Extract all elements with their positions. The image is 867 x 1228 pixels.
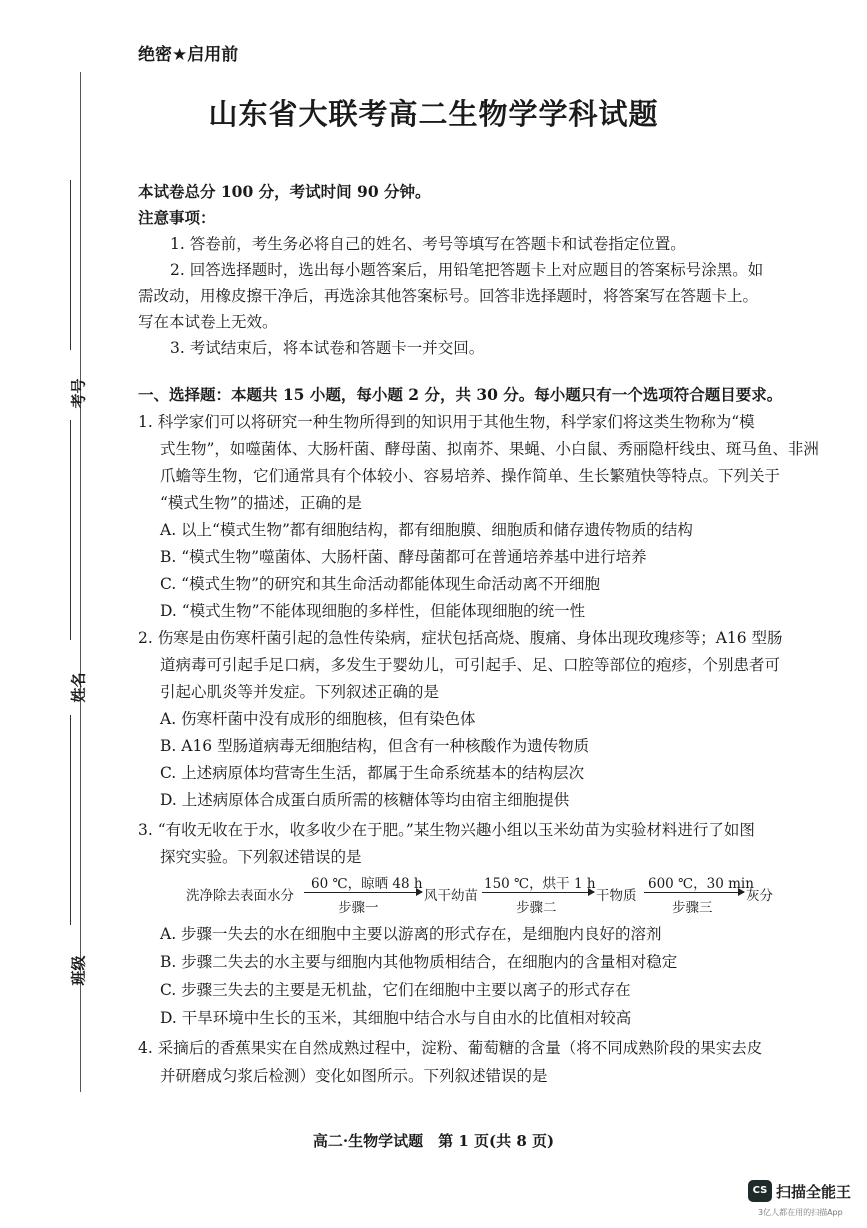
q3-option-b: B. 步骤二失去的水主要与细胞内其他物质相结合，在细胞内的含量相对稳定 [160, 953, 678, 971]
q2-option-c: C. 上述病原体均营寄生生活，都属于生命系统基本的结构层次 [160, 764, 585, 782]
page-title: 山东省大联考高二生物学学科试题 [208, 97, 659, 131]
q1-stem-4: “模式生物”的描述，正确的是 [160, 494, 362, 512]
process-diagram [186, 872, 786, 918]
q1-stem: 1. 科学家们可以将研究一种生物所得到的知识用于其他生物，科学家们将这类生物称为“模 [138, 413, 755, 431]
note-2: 2. 回答选择题时，选出每小题答案后，用铅笔把答题卡上对应题目的答案标号涂黑。如 [170, 261, 764, 279]
diagram-condition-1: 60 ℃，晾晒 48 h [311, 876, 423, 892]
diagram-step-2: 步骤二 [516, 900, 557, 916]
diagram-condition-2: 150 ℃，烘干 1 h [484, 876, 596, 892]
scanner-watermark [748, 1180, 858, 1220]
q2-option-b: B. A16 型肠道病毒无细胞结构，但含有一种核酸作为遗传物质 [160, 737, 590, 755]
q3-stem: 3. “有收无收在于水，收多收少在于肥。”某生物兴趣小组以玉米幼苗为实验材料进行了如图 [138, 821, 755, 839]
section-heading: 一、选择题：本题共 15 小题，每小题 2 分，共 30 分。每小题只有一个选项符合题目要求。 [138, 385, 783, 404]
q2-option-a: A. 伤寒杆菌中没有成形的细胞核，但有染色体 [160, 710, 476, 728]
q2-stem: 2. 伤寒是由伤寒杆菌引起的急性传染病，症状包括高烧、腹痛、身体出现玫瑰疹等；A16 型肠 [138, 629, 783, 647]
exam-no-blank-lower [70, 420, 71, 640]
diagram-node-1: 风干幼苗 [424, 888, 478, 904]
diagram-step-1: 步骤一 [338, 900, 379, 916]
diagram-step-3: 步骤三 [672, 900, 713, 916]
q3-option-d: D. 干旱环境中生长的玉米，其细胞中结合水与自由水的比值相对较高 [160, 1009, 632, 1027]
scanner-logo-icon: CS [748, 1180, 772, 1202]
notes-title: 注意事项： [138, 208, 216, 227]
exam-info: 本试卷总分 100 分，考试时间 90 分钟。 [138, 182, 431, 201]
q3-option-a: A. 步骤一失去的水在细胞中主要以游离的形式存在，是细胞内良好的溶剂 [160, 925, 662, 943]
diagram-start: 洗净除去表面水分 [186, 888, 294, 904]
q1-stem-2: 式生物”，如噬菌体、大肠杆菌、酵母菌、拟南芥、果蝇、小白鼠、秀丽隐杆线虫、斑马鱼、非洲 [160, 440, 819, 458]
q3-option-c: C. 步骤三失去的主要是无机盐，它们在细胞中主要以离子的形式存在 [160, 981, 631, 999]
q3-stem-2: 探究实验。下列叙述错误的是 [160, 848, 362, 866]
q1-option-c: C. “模式生物”的研究和其生命活动都能体现生命活动离不开细胞 [160, 575, 601, 593]
scanner-app-name: 扫描全能王 [776, 1183, 852, 1201]
note-2-cont: 需改动，用橡皮擦干净后，再选涂其他答案标号。回答非选择题时，将答案写在答题卡上。 [138, 287, 759, 305]
q2-option-d: D. 上述病原体合成蛋白质所需的核糖体等均由宿主细胞提供 [160, 791, 570, 809]
note-1: 1. 答卷前，考生务必将自己的姓名、考号等填写在答题卡和试卷指定位置。 [170, 235, 686, 253]
note-3: 3. 考试结束后，将本试卷和答题卡一并交回。 [170, 339, 485, 357]
q1-option-b: B. “模式生物”噬菌体、大肠杆菌、酵母菌都可在普通培养基中进行培养 [160, 548, 647, 566]
q4-stem: 4. 采摘后的香蕉果实在自然成熟过程中，淀粉、葡萄糖的含量（将不同成熟阶段的果实去皮 [138, 1039, 763, 1057]
name-blank [70, 715, 71, 925]
q2-stem-2: 道病毒可引起手足口病，多发生于婴幼儿，可引起手、足、口腔等部位的疱疹，个别患者可 [160, 656, 781, 674]
arrow-3 [644, 892, 744, 893]
diagram-node-2: 干物质 [596, 888, 637, 904]
arrow-1 [304, 892, 422, 893]
page-footer: 高二·生物学试题 第 1 页(共 8 页) [312, 1132, 555, 1150]
class-label: 班级 [69, 955, 88, 986]
binding-line [80, 72, 81, 1092]
q1-stem-3: 爪蟾等生物，它们通常具有个体较小、容易培养、操作简单、生长繁殖快等特点。下列关于 [160, 467, 781, 485]
q1-option-a: A. 以上“模式生物”都有细胞结构，都有细胞膜、细胞质和储存遗传物质的结构 [160, 521, 693, 539]
exam-no-blank [70, 180, 71, 350]
arrow-2 [482, 892, 594, 893]
diagram-condition-3: 600 ℃，30 min [648, 876, 754, 892]
scanner-tagline: 3亿人都在用的扫描App [758, 1208, 843, 1217]
exam-no-label: 考号 [69, 378, 88, 409]
note-2-cont2: 写在本试卷上无效。 [138, 313, 278, 331]
q2-stem-3: 引起心肌炎等并发症。下列叙述正确的是 [160, 683, 440, 701]
diagram-end: 灰分 [746, 888, 773, 904]
q1-option-d: D. “模式生物”不能体现细胞的多样性，但能体现细胞的统一性 [160, 602, 586, 620]
q4-stem-2: 并研磨成匀浆后检测）变化如图所示。下列叙述错误的是 [160, 1067, 548, 1085]
name-label: 姓名 [69, 672, 88, 703]
confidential-mark: 绝密★启用前 [138, 45, 239, 65]
